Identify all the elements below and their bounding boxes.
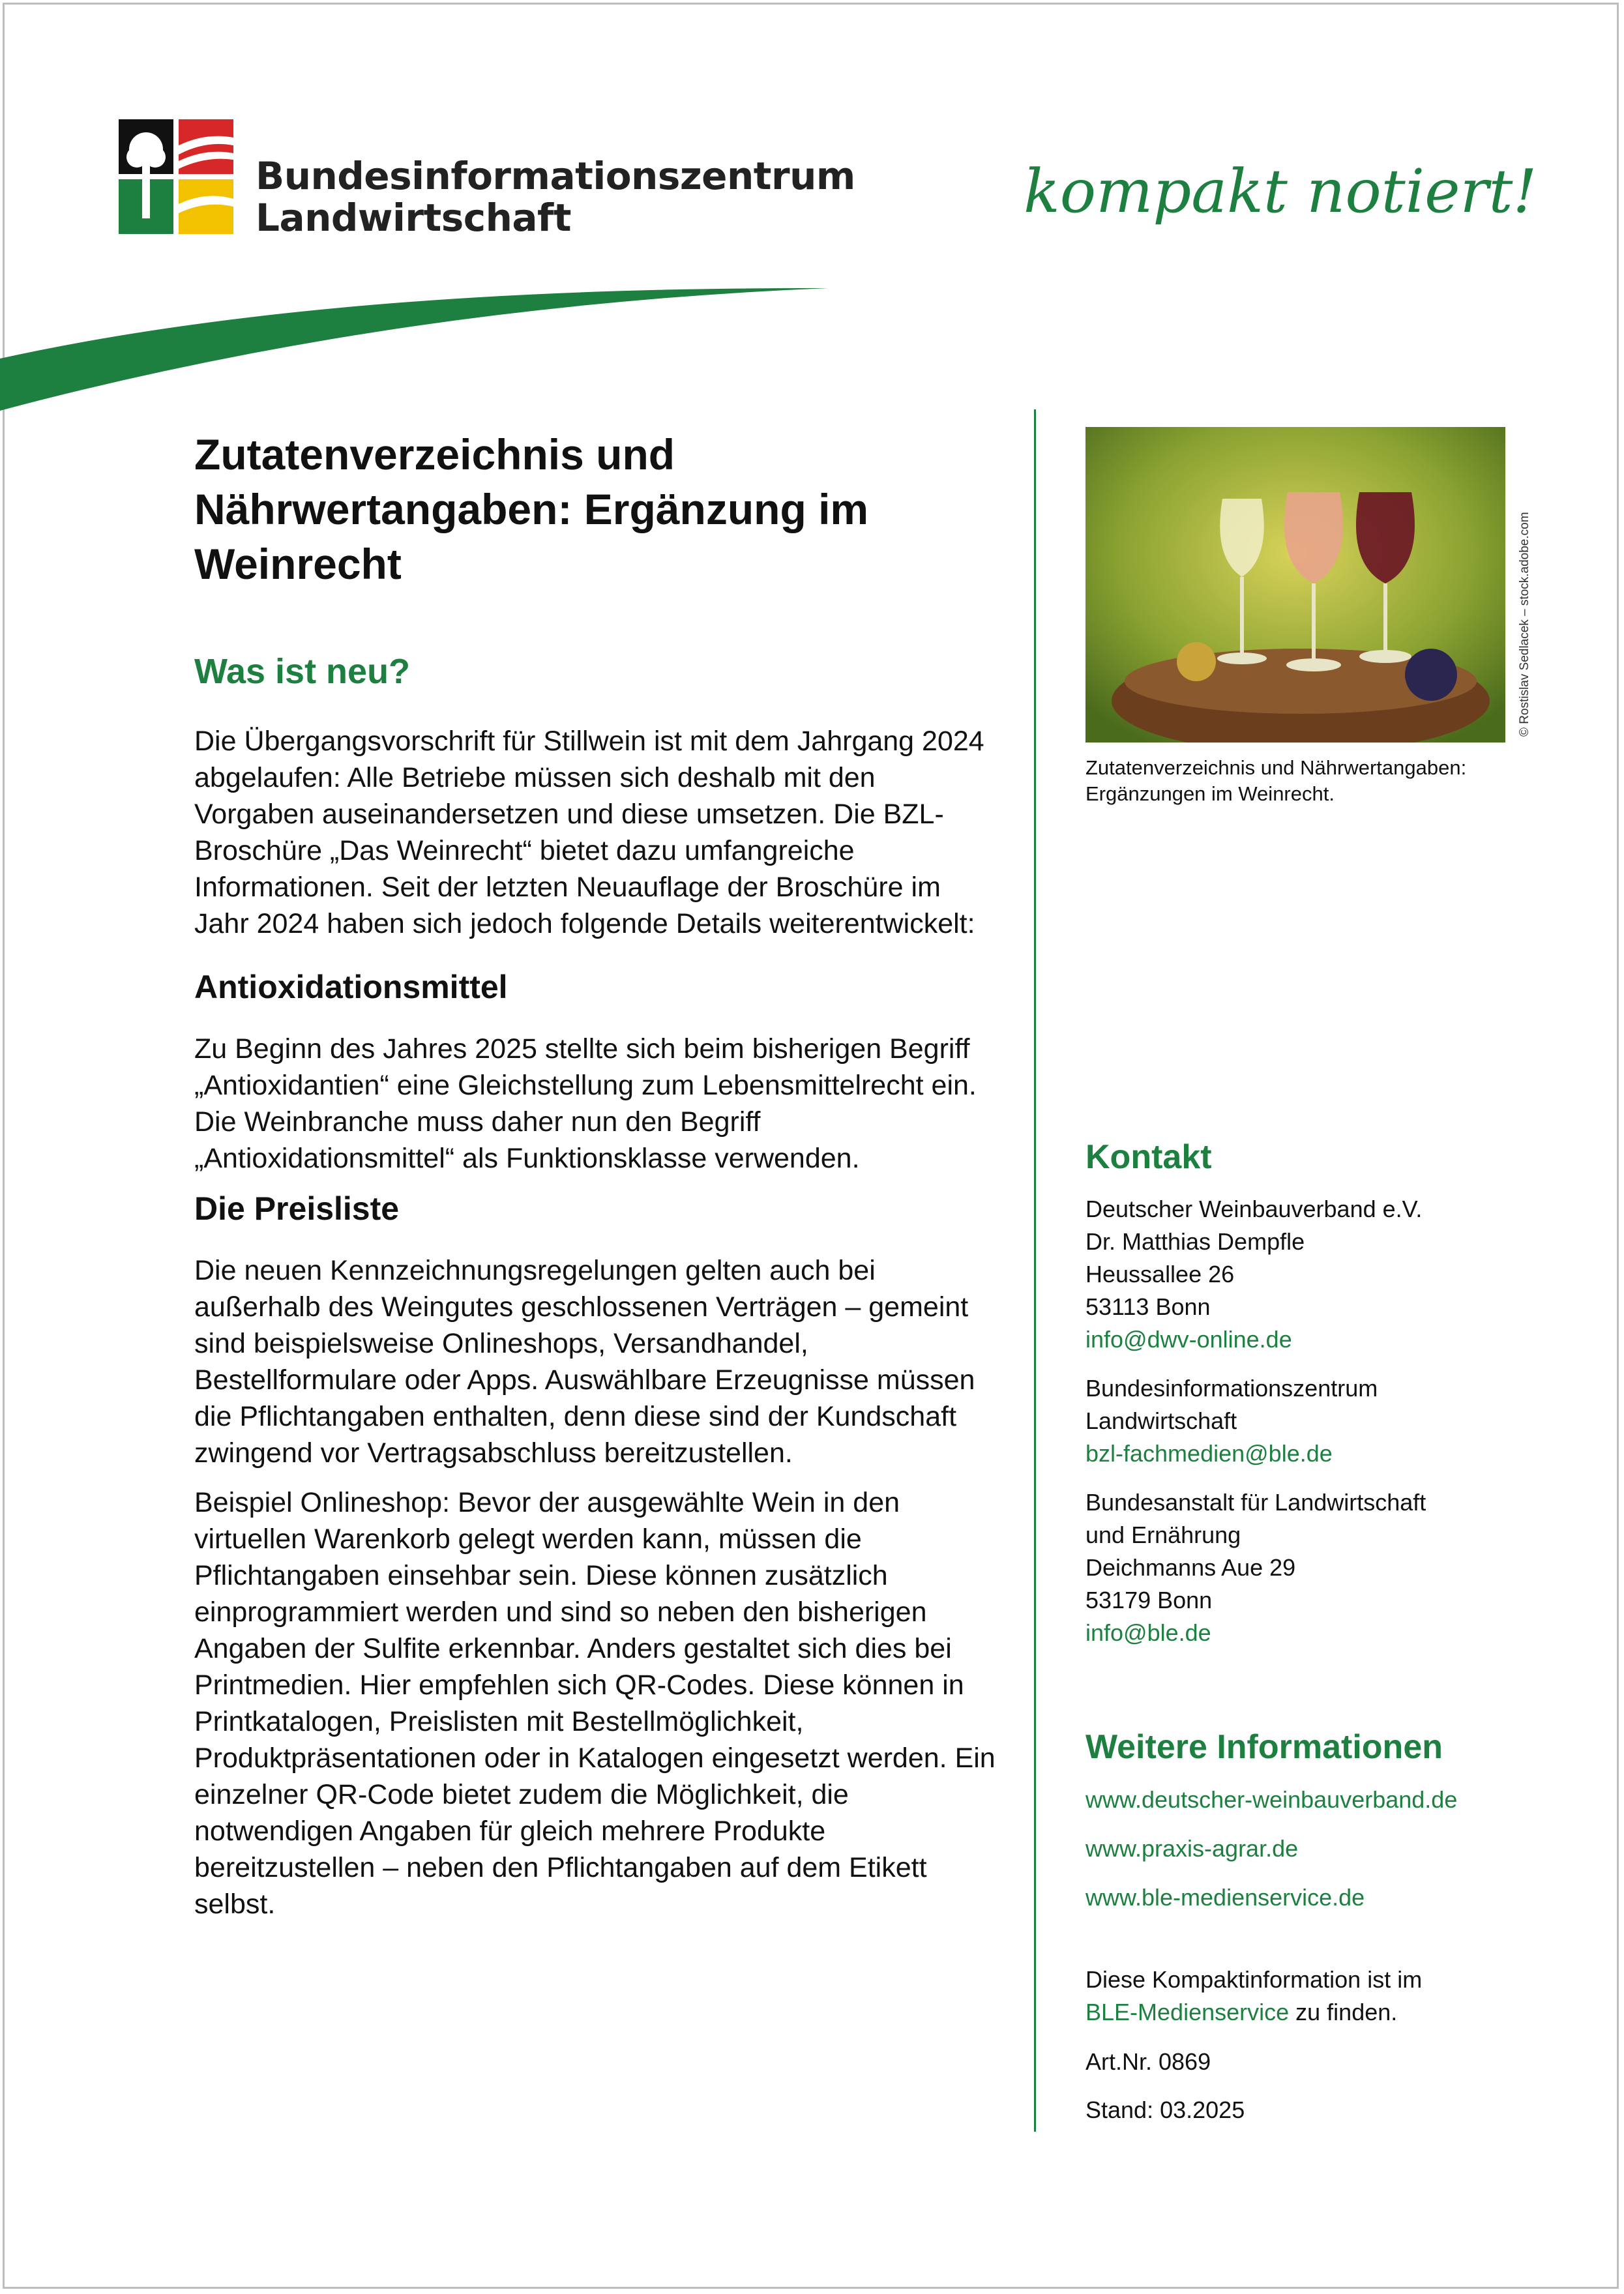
column-divider xyxy=(1034,409,1036,2132)
contact-bzl xyxy=(1085,1372,1516,1470)
footer-text-line2 xyxy=(1085,1996,1422,2029)
contact-line: Heussallee 26 xyxy=(1085,1261,1235,1287)
slogan: kompakt notiert! xyxy=(1024,156,1537,226)
email-link-dwv[interactable]: info@dwv-online.de xyxy=(1085,1326,1292,1353)
green-swoosh xyxy=(0,280,848,417)
link-praxis-agrar[interactable]: www.praxis-agrar.de xyxy=(1085,1835,1299,1862)
wine-glasses-photo xyxy=(1085,427,1505,743)
section-heading-new: Was ist neu? xyxy=(194,652,411,691)
section-text-pricelist-2: Beispiel Onlineshop: Bevor der ausgewählte Wein in den virtuellen Warenkorb gelegt werden kann, müssen die Pflichtangaben einsehbar sein. Diese können zusätzlich einprogrammiert werden und sind so neben den bisherigen Angaben der Sulfite erkennbar. Anders gestaltet sich dies bei Printmedien. Hier empfehlen sich QR-Codes. Diese können in Printkatalogen, Preislisten mit Bestellmöglichkeit, Produktpräsentationen oder in Katalogen eingesetzt werden. Ein einzelner QR-Code bietet zudem die Möglichkeit, die notwendigen Angaben für gleich mehrere Produkte bereitzustellen – neben den Pflichtangaben auf dem Etikett selbst. xyxy=(194,1487,996,1920)
contact-dwv xyxy=(1085,1193,1516,1356)
section-text-new: Die Übergangsvorschrift für Stillwein ist mit dem Jahrgang 2024 abgelaufen: Alle Betriebe müssen sich deshalb mit den Vorgaben auseinandersetzen und diese umsetzen. Die BZL-Broschüre „Das Weinrecht“ bietet dazu umfangreiche Informationen. Seit der letzten Neuauflage der Broschüre im Jahr 2024 haben sich jedoch folgende Details weiterentwickelt: xyxy=(194,726,984,939)
contact-line: und Ernährung xyxy=(1085,1522,1241,1548)
contact-line: Dr. Matthias Dempfle xyxy=(1085,1228,1305,1255)
link-ble-medienservice[interactable]: www.ble-medienservice.de xyxy=(1085,1884,1365,1911)
section-text-pricelist-1: Die neuen Kennzeichnungsregelungen gelten auch bei außerhalb des Weingutes geschlossenen Verträgen – gemeint sind beispielsweise Onlineshops, Versandhandel, Bestellformulare oder Apps. Auswählbare Erzeugnisse müssen die Pflichtangaben enthalten, denn diese sind der Kundschaft zwingend vor Vertragsabschluss bereitzustellen. xyxy=(194,1255,975,1469)
contact-line: 53113 Bonn xyxy=(1085,1293,1211,1320)
more-info-heading: Weitere Informationen xyxy=(1085,1728,1443,1766)
section-heading-pricelist: Die Preisliste xyxy=(194,1190,400,1227)
organization-name xyxy=(256,155,855,239)
contact-ble xyxy=(1085,1486,1516,1649)
section-text-antioxidation: Zu Beginn des Jahres 2025 stellte sich beim bisherigen Begriff „Antioxidantien“ eine Gleichstellung zum Lebensmittelrecht ein. Die Weinbranche muss daher nun den Begriff „Antioxidationsmittel“ als Funktionsklasse verwenden. xyxy=(194,1033,977,1174)
footer-text-suffix: zu finden. xyxy=(1289,1999,1398,2025)
contact-line: Deichmanns Aue 29 xyxy=(1085,1554,1296,1581)
bzl-logo xyxy=(119,119,233,234)
email-link-ble[interactable]: info@ble.de xyxy=(1085,1619,1211,1646)
footer-medienservice-link[interactable]: BLE-Medienservice xyxy=(1085,1999,1290,2025)
link-weinbauverband[interactable]: www.deutscher-weinbauverband.de xyxy=(1085,1786,1458,1813)
contact-line: Deutscher Weinbauverband e.V. xyxy=(1085,1196,1423,1222)
contact-line: Landwirtschaft xyxy=(1085,1407,1237,1434)
contact-line: Bundesanstalt für Landwirtschaft xyxy=(1085,1489,1426,1516)
article-number: Art.Nr. 0869 xyxy=(1085,2048,1211,2075)
photo-caption: Zutatenverzeichnis und Nährwertangaben: Ergänzungen im Weinrecht. xyxy=(1085,756,1467,805)
footer-text-line1: Diese Kompaktinformation ist im xyxy=(1085,1966,1423,1993)
email-link-bzl[interactable]: bzl-fachmedien@ble.de xyxy=(1085,1440,1333,1467)
contact-line: 53179 Bonn xyxy=(1085,1587,1213,1613)
section-heading-antioxidation: Antioxidationsmittel xyxy=(194,969,508,1005)
contact-line: Bundesinformationszentrum xyxy=(1085,1375,1378,1402)
org-name-line1: Bundesinformationszentrum xyxy=(256,154,855,198)
status-date: Stand: 03.2025 xyxy=(1085,2096,1245,2123)
main-column xyxy=(194,427,996,1935)
footer-availability xyxy=(1085,1963,1422,2029)
org-name-line2: Landwirtschaft xyxy=(256,196,571,240)
photo-credit: © Rostislav Sedlacek – stock.adobe.com xyxy=(1518,512,1531,737)
page-title: Zutatenverzeichnis und Nährwertangaben: Ergänzung im Weinrecht xyxy=(194,430,869,588)
contact-heading: Kontakt xyxy=(1085,1138,1212,1176)
